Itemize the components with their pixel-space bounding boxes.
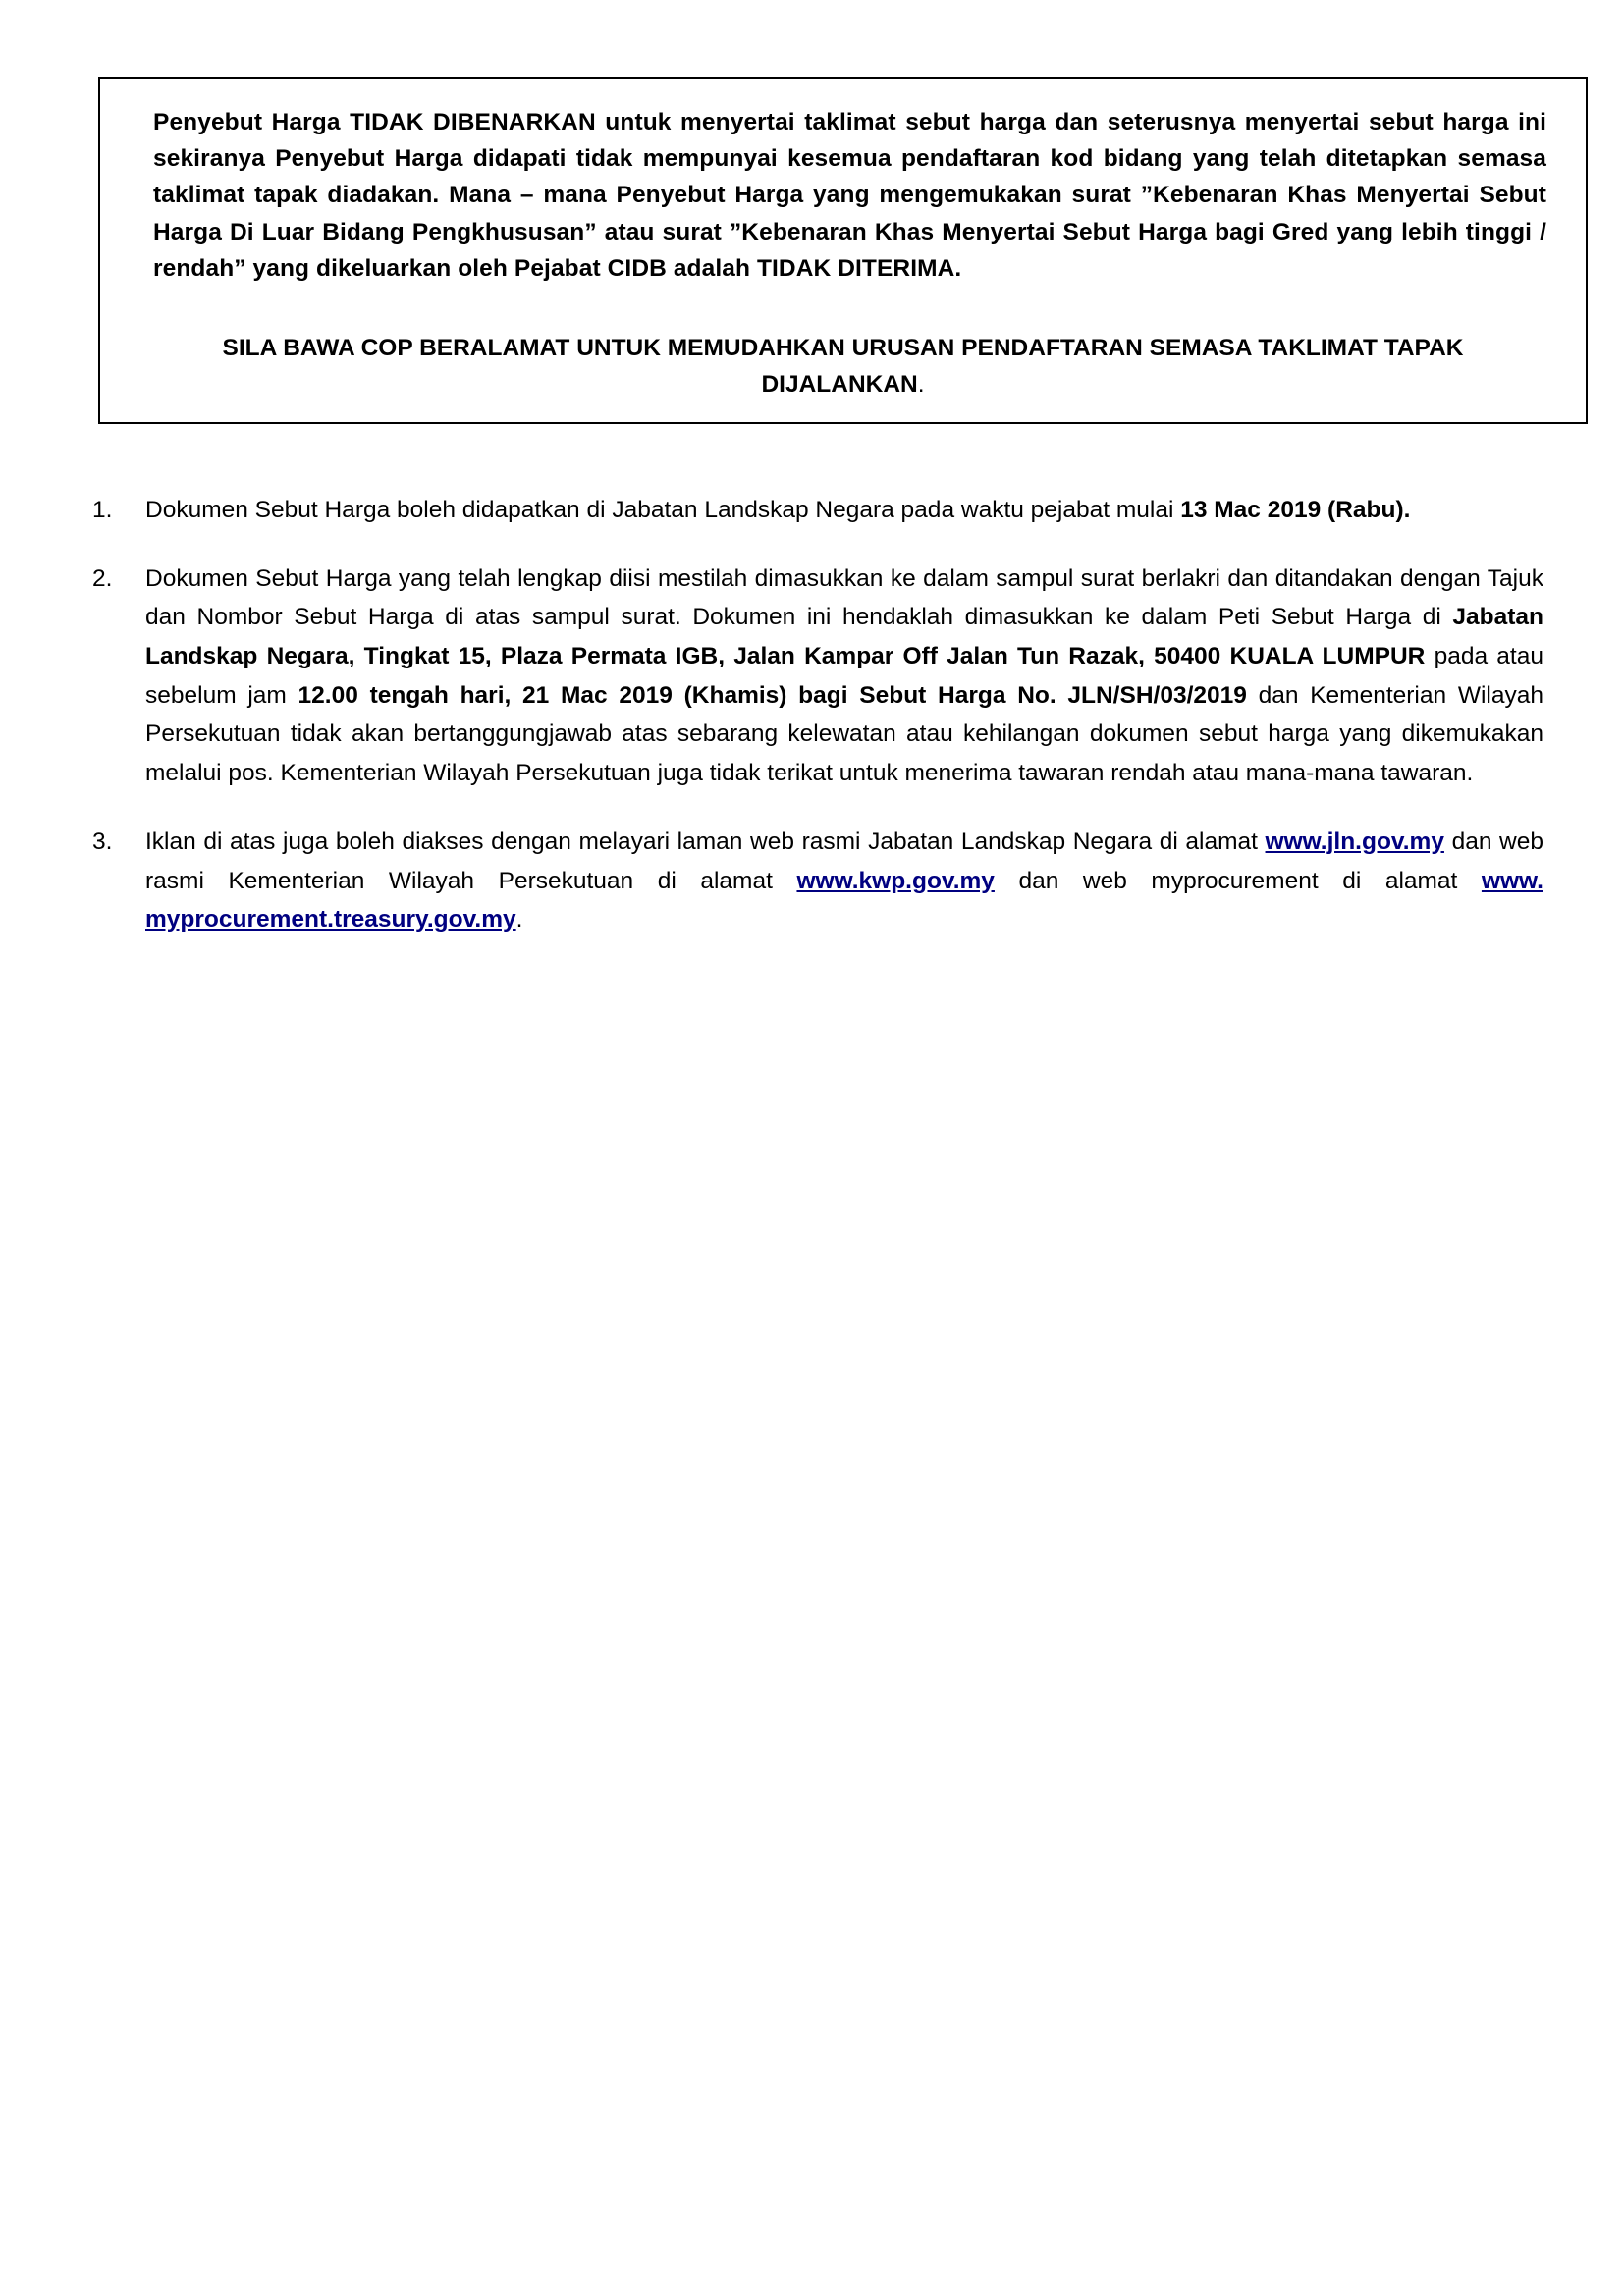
item-3-link-1[interactable]: www.jln.gov.my [1265,828,1444,855]
list-item-number: 1. [92,497,113,523]
list-item [90,560,1543,793]
notice-sila-bawa-cop-line [132,330,1554,402]
item-1-text-1: 13 Mac 2019 (Rabu). [1180,497,1411,523]
item-2-text-4: dan Kementerian Wilayah Persekutuan tidak akan bertanggungjawab atas sebarang kelewatan atau kehilangan dokumen sebut harga yang dikemukakan melalui pos. Kementerian Wilayah Persekutuan juga tidak terikat untuk menerima tawaran rendah atau mana-mana tawaran. [145,681,1543,787]
list-item-number: 2. [92,564,113,592]
item-2-text-2: pada atau sebelum jam [145,643,1543,709]
notice-sila-text: SILA BAWA COP BERALAMAT UNTUK MEMUDAHKAN URUSAN PENDAFTARAN SEMASA TAKLIMAT TAPAK DIJALANKAN [222,335,1464,399]
item-2-text-1: Jabatan Landskap Negara, Tingkat 15, Plaza Permata IGB, Jalan Kampar Off Jalan Tun Razak, 50400 KUALA LUMPUR [145,604,1543,670]
notice-paragraph-text-1: TIDAK DIBENARKAN [350,109,596,135]
item-3-text-2: dan web rasmi Kementerian Wilayah Persekutuan di alamat [145,828,1543,894]
numbered-items-list [90,491,1543,969]
item-3-text-6: . [515,906,523,934]
list-item-body [145,823,1543,939]
notice-sila-period: . [917,371,925,399]
list-item [90,491,1543,530]
list-item-body [145,560,1543,793]
notice-warning-box [98,77,1588,424]
item-3-text-0: Iklan di atas juga boleh diakses dengan melayari laman web rasmi Jabatan Landskap Negara di alamat [145,828,1266,855]
list-item [90,823,1543,939]
item-3-link-3[interactable]: www.kwp.gov.my [796,867,995,894]
notice-warning-paragraph [132,104,1554,287]
item-2-text-3: 12.00 tengah hari, 21 Mac 2019 (Khamis) bagi Sebut Harga No. JLN/SH/03/2019 [298,681,1247,709]
item-3-text-4: dan web myprocurement di alamat [994,867,1482,894]
notice-paragraph-text-0: Penyebut Harga [153,109,351,135]
item-1-text-0: Dokumen Sebut Harga boleh didapatkan di Jabatan Landskap Negara pada waktu pejabat mulai [145,497,1181,523]
list-item-number: 3. [92,828,113,855]
item-2-text-0: Dokumen Sebut Harga yang telah lengkap diisi mestilah dimasukkan ke dalam sampul surat berlakri dan ditandakan dengan Tajuk dan Nombor Sebut Harga di atas sampul surat. Dokumen ini hendaklah dimasukkan ke dalam Peti Sebut Harga di [145,564,1543,631]
notice-paragraph-text-2: untuk menyertai taklimat sebut harga dan seterusnya menyertai sebut harga ini sekiranya Penyebut Harga didapati tidak mempunyai kesemua pendaftaran kod bidang yang telah ditetapkan semasa taklimat tapak diadakan. Mana – mana Penyebut Harga yang mengemukakan surat ”Kebenaran Khas Menyertai Sebut Harga Di Luar Bidang Pengkhususan” atau surat ”Kebenaran Khas Menyertai Sebut Harga bagi Gred yang lebih tinggi / rendah” yang dikeluarkan oleh Pejabat CIDB adalah TIDAK DITERIMA. [153,109,1546,282]
list-item-body [145,491,1543,530]
item-3-link-5[interactable]: www. myprocurement.treasury.gov.my [145,867,1543,934]
